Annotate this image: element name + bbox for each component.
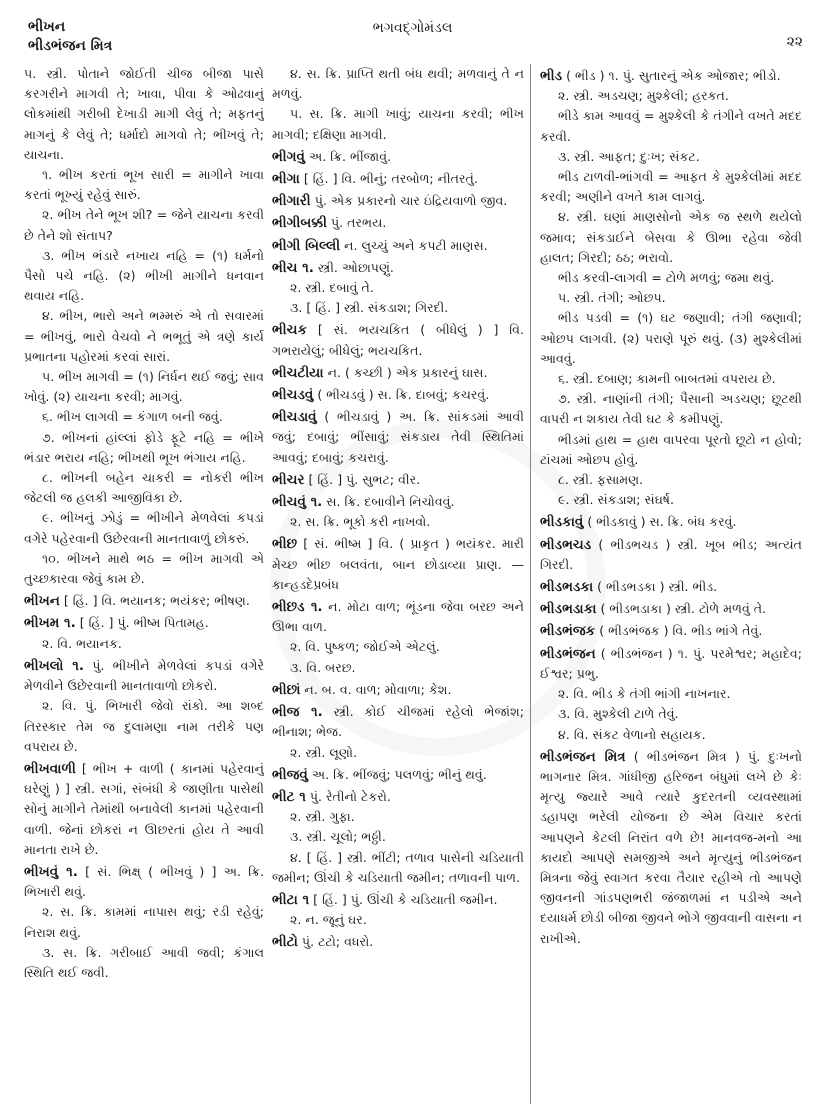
entry-sense [540, 167, 802, 207]
entry-sense [540, 389, 802, 429]
definition-text: ૧. ભીખ કરતાં ભૂખ સારી = માગીને ખાવા કરતાં ભૂખ્યું રહેવું સારું. [24, 167, 264, 203]
headword: ભીખલો ૧. [24, 657, 84, 674]
column-1 [24, 64, 264, 1109]
definition-text: ૩. ભીખ ભંડારે નખાય નહિ = (૧) ધર્મનો પૈસો પચે નહિ. (૨) ભીખી માગીને ધનવાન થવાય નહિ. [24, 247, 264, 304]
dictionary-entry [272, 890, 524, 910]
dictionary-entry [540, 535, 802, 575]
entry-sense [24, 943, 264, 983]
column-3 [540, 64, 802, 1109]
headword: ભીગા [272, 171, 300, 188]
definition-text: ( ભીચડાવું ) અ. ક્રિ. સાંકડમાં આવી જવું; દબાવું; ભીંસાવું; સંકડાય તેવી સ્થિતિમાં આવવું; દબાવું; કચરાવું. [272, 409, 524, 465]
definition-text: ૬. ભીખ લાગવી = કંગાળ બની જવું. [42, 409, 223, 425]
definition-text: ૨. સ્ત્રી. અડચણ; મુશ્કેલી; હરકત. [558, 88, 729, 104]
entry-sense [540, 430, 802, 470]
headword: ભીછ [272, 536, 298, 553]
definition-text: પું. ટટો; વધરો. [301, 934, 374, 950]
headword: ભીછડ ૧. [272, 599, 323, 616]
entry-sense [540, 147, 802, 167]
dictionary-entry [540, 747, 802, 949]
definition-text: ન. બ. વ. વાળ; મોવાળા; કેશ. [304, 681, 452, 697]
entry-sense [272, 637, 524, 657]
definition-text: ૨. વિ. પું. ભિખારી જેવો રાંકો. આ શબ્દ તિરસ્કાર તેમ જ દુલામણા નામ તરીકે પણ વપરાય છે. [24, 698, 264, 754]
definition-text: ૨. સ્ત્રી. ગુફા. [290, 809, 355, 825]
headword: ભીડકાવું [540, 514, 584, 531]
headword: ભીખન [24, 593, 60, 610]
definition-text: પું. એક પ્રકારનો ચાર ઇંદ્રિયવાળો જીવ. [314, 193, 508, 209]
dictionary-entry [272, 470, 524, 490]
definition-text: ૪. વિ. સંકટ વેળાનો સહાયક. [558, 726, 706, 742]
dictionary-entry [272, 702, 524, 742]
definition-text: ( ભીડભડકા ) સ્ત્રી. ભીડ. [597, 579, 718, 595]
dictionary-entry [272, 932, 524, 952]
definition-text: ( ભીડ ) ૧. પું. સુતારનું એક ઓજાર; ભીડો. [566, 68, 781, 83]
definition-text: ૫. ભીખ માગવી = (૧) નિર્ધન થઈ જવું; સાવ ખોવું. (૨) યાચના કરવી; માગવું. [24, 369, 264, 405]
entry-sense [24, 205, 264, 245]
headword: ભીડભંજક [540, 623, 596, 640]
dictionary-entry [540, 512, 802, 532]
definition-text: ૬. સ્ત્રી. દબાણ; કામની બાબતમાં વપરાય છે. [558, 371, 776, 387]
definition-text: અ. ક્રિ. ભીંજવું; પલળવું; ભીનું થવું. [311, 766, 487, 782]
definition-text: ૨. ન. જૂનું ઘર. [290, 912, 367, 928]
entry-sense [24, 64, 264, 165]
definition-text: ૯. ભીખનું ઝોડું = ભીખીને મેળવેલાં કપડાં વગેરે પહેરવાની ઉછેરવાની માનતાવાળું છોકરું. [24, 510, 264, 546]
definition-text: ૨. વિ. ભીડ કે તંગી ભાંગી નાખનાર. [558, 686, 731, 702]
column-2 [272, 64, 524, 1109]
definition-text: ૨. સ. ક્રિ. કામમાં નાપાસ થવું; રડી રહેવું; નિરાશ થવું. [24, 904, 264, 940]
headword: ભીચક [272, 322, 307, 339]
headword: ભીગારી [272, 193, 311, 210]
headword: ભીડભંજન [540, 645, 596, 662]
definition-text: ( ભીડભંજન મિત્ર ) પું. દુઃખનો ભાગનાર મિત્ર. ગાંધીજી હરિજન બંધુમાં લખે છે કેઃ મૃત્યુ જ્યારે આવે ત્યારે કુદરતની વ્યવસ્થામાં ડહાપણ ભરેલી યોજના છે એમ વિચાર કરતાં આપણને કેટલી નિરાંત વળે છે! માનવજ-મનો આ કાયદો આપણે સમજીએ અને મૃત્યુનું ભીડભંજન મિત્રના જેવું સ્વાગત કરવા તૈયાર રહીએ તો આપણે જીવનની ગાંડપણભરી જંજાળમાં ન પડીએ અને દયાધર્મ છોડી બીજા જીવને ભોગે જીવવાની વાસના ન રાખીએ. [540, 748, 802, 946]
definition-text: ૧૦. ભીખને માથે ભઠ = ભીખ માગવી એ તુચ્છકારવા જેવું કામ છે. [24, 550, 264, 587]
headword: ભીડ [540, 68, 563, 84]
definition-text: ભીડે કામ આવવું = મુશ્કેલી કે તંગીને વખતે મદદ કરવી. [540, 108, 802, 144]
definition-text: ૩. વિ. બરછ. [290, 659, 356, 675]
dictionary-entry [272, 236, 524, 256]
definition-text: ૨. સ્ત્રી. લૂણો. [290, 744, 358, 760]
headword: ભીચર [272, 471, 305, 488]
definition-text: ૪. ભીખ, ભારો અને ભમ્મરું એ તો સવારમાં = ભીખવું, ભારો વેચવો ને ભભૂતું એ ત્રણે કાર્ય પ્રભાતના પહોરમાં કરવાં સારાં. [24, 308, 264, 364]
definition-text: ( ભીચડવું ) સ. ક્રિ. દાબવું; કચરવું. [317, 387, 490, 403]
dictionary-entry [540, 66, 802, 86]
entry-sense [24, 306, 264, 367]
definition-text: ન. લુચ્ચું અને કપટી માણસ. [344, 237, 488, 253]
dictionary-entry [272, 191, 524, 211]
dictionary-entry [24, 613, 264, 633]
entry-sense [272, 512, 524, 532]
definition-text: સ્ત્રી. કોઈ ચીજમાં રહેલો ભેજાંશ; ભીનાશ; ભેજ. [272, 704, 524, 740]
headword: ભીખમ ૧. [24, 615, 76, 632]
dictionary-entry [540, 644, 802, 684]
dictionary-entry [24, 656, 264, 696]
definition-text: ન. ( કચ્છી ) એક પ્રકારનું ઘાસ. [327, 364, 488, 380]
definition-text: ૮. ભીખની બહેન ચાકરી = નોકરી ભીખ જેટલી જ હલકી આજીવિકા છે. [24, 470, 264, 506]
headword: ભીખવાળી [24, 760, 76, 777]
headword: ભીટ ૧ [272, 788, 306, 805]
dictionary-entry [540, 621, 802, 641]
headword: ભીટા ૧ [272, 891, 310, 908]
definition-text: ૭. ભીખનાં હાંલ્લાં ફોડે ફૂટે નહિ = ભીખે ભંડાર ભરાય નહિ; ભીખથી ભૂખ ભંગાય નહિ. [24, 429, 264, 465]
entry-sense [540, 308, 802, 369]
entry-sense [24, 549, 264, 589]
dictionary-entry [272, 169, 524, 189]
definition-text: [ સં. ભિક્ષ્ ( ભીખવું ) ] અ. ક્રિ. ભિખારી થવું. [24, 863, 264, 900]
column-divider [530, 64, 531, 1104]
headword: ભીજ ૧. [272, 704, 323, 721]
entry-sense [24, 508, 264, 548]
entry-sense [540, 470, 802, 490]
definition-text: [ હિં. ] પું. ભીષ્મ પિતામહ. [79, 615, 209, 631]
headword: ભીટો [272, 934, 298, 951]
definition-text: ભીડ ટાળવી-ભાંગવી = આફત કે મુશ્કેલીમાં મદદ કરવી; અણીને વખતે કામ લાગવું. [540, 169, 802, 205]
dictionary-entry [24, 591, 264, 611]
entry-sense [540, 684, 802, 704]
entry-sense [540, 704, 802, 724]
dictionary-entry [540, 599, 802, 619]
dictionary-entry [272, 492, 524, 512]
definition-text: સ્ત્રી. ઓછાપણું. [317, 259, 394, 275]
dictionary-entry [272, 680, 524, 700]
headword: ભીચ ૧. [272, 259, 314, 276]
definition-text: ભીડ કરવી-લાગવી = ટોળે મળવું; જમા થવું. [558, 270, 775, 286]
definition-text: ભીડ પડવી = (૧) ઘટ જણાવી; તંગી જણાવી; ઓછપ લાગવી. (૨) પરાણે પૂરું થવું. (૩) મુશ્કેલીમાં આવવું. [540, 310, 802, 366]
headword: ભીડભચડ [540, 536, 592, 553]
definition-text: ૭. સ્ત્રી. નાણાંની તંગી; પૈસાની અડચણ; છૂટથી વાપરી ન શકાય તેવી ઘટ કે કમીપણું. [540, 391, 802, 427]
definition-text: ૨. ભીખ તેને ભૂખ શી? = જેને યાચના કરવી છે તેને શો સંતાપ? [24, 207, 264, 243]
entry-sense [24, 696, 264, 757]
headword: ભીગીબક્કી [272, 215, 327, 232]
entry-sense [24, 246, 264, 307]
headword: ભીખવું ૧. [24, 863, 78, 880]
entry-sense [24, 902, 264, 942]
dictionary-entry [272, 320, 524, 360]
entry-sense [272, 298, 524, 318]
entry-sense [24, 468, 264, 508]
definition-text: [ હિં. ] વિ. ભીનું; તરબોળ; નીતરતું. [303, 171, 478, 187]
dictionary-entry [24, 759, 264, 860]
entry-sense [272, 910, 524, 930]
entry-sense [540, 369, 802, 389]
entry-sense [24, 407, 264, 427]
definition-text: ૪. સ્ત્રી. ઘણાં માણસોનો એક જ સ્થળે થયેલો જમાવ; સંકડાઈને બેસવા કે ઊભા રહેવા જેવી હાલત; ગિરદી; ઠઠ; ભરાવો. [540, 209, 802, 265]
entry-sense [540, 288, 802, 308]
dictionary-entry [272, 258, 524, 278]
definition-text: પું. ભીખીને મેળવેલાં કપડાં વગેરે મેળવીને ઉછેરવાની માનતાવાળો છોકરો. [24, 657, 264, 694]
entry-sense [540, 86, 802, 106]
headword: ભીચટીયા [272, 364, 324, 381]
dictionary-entry [272, 597, 524, 637]
dictionary-entry [24, 862, 264, 902]
entry-sense [272, 104, 524, 144]
definition-text: [ હિં. ] વિ. ભયાનક; ભયંકર; ભીષણ. [63, 593, 250, 609]
headword: ભીચડાવું [272, 409, 317, 426]
definition-text: અ. ક્રિ. ભીંજાવું. [308, 148, 392, 164]
entry-sense [272, 658, 524, 678]
definition-text: ૨. વિ. ભયાનક. [42, 635, 122, 651]
page-number: ૨૨ [786, 34, 803, 50]
definition-text: ૩. [ હિં. ] સ્ત્રી. સંકડાશ; ગિરદી. [290, 300, 449, 316]
definition-text: ( ભીડભચડ ) સ્ત્રી. ખૂબ ભીડ; અત્યંત ગિરદી. [540, 536, 802, 572]
definition-text: ( ભીડકાવું ) સ. ક્રિ. બંધ કરવું. [587, 514, 737, 530]
definition-text: ૪. [ હિં. ] સ્ત્રી. ભીંટી; તળાવ પાસેની ચડિયાતી જમીન; ઊંચી કે ચડિયાતી જમીન; તળાવની પાળ. [272, 849, 524, 885]
entry-sense [272, 64, 524, 104]
headword: ભીગવું [272, 148, 305, 165]
dictionary-entry [272, 385, 524, 405]
guide-word-last: ભીડભંજન મિત્ર [28, 38, 113, 54]
entry-sense [24, 634, 264, 654]
headword: ભીચવું ૧. [272, 494, 323, 511]
dictionary-entry [272, 534, 524, 595]
definition-text: પું. તરભય. [331, 215, 387, 231]
entry-sense [272, 807, 524, 827]
definition-text: ૨. સ. ક્રિ. ભૂકો કરી નાખવો. [290, 514, 431, 530]
definition-text: ૫. સ્ત્રી. પોતાને જોઈતી ચીજ બીજા પાસે કરગરીને માગવી તે; ખાવા, પીવા કે ઓઢવાનું લોકમાંથી ગરીબી દેખાડી માગી લેવું તે; મફતનું માગનું કે લેવું તે; ધર્માદો માગવો તે; ભીખવું તે; યાચના. [24, 66, 264, 162]
dictionary-entry [272, 363, 524, 383]
definition-text: [ ભીખ + વાળી ( કાનમાં પહેરવાનું ઘરેણું ) ] સ્ત્રી. સગાં, સંબંધી કે જાણીતા પાસેથી સોનું માગીને તેમાંથી બનાવેલી કાનમાં પહેરવાની વાળી. જેનાં છોકરાં ન ઊછરતાં હોય તે આવી માનતા રાખે છે. [24, 760, 264, 857]
definition-text: ભીડમાં હાથ = હાથ વાપરવા પૂરતો છૂટો ન હોવો; ટાંચમાં ઓછપ હોવું. [540, 431, 802, 467]
entry-sense [272, 278, 524, 298]
definition-text: ૩. સ્ત્રી. ચૂલો; ભઠ્ઠી. [290, 829, 386, 845]
headword: ભીડભંજન મિત્ર [540, 748, 626, 765]
definition-text: ( ભીડભડાકા ) સ્ત્રી. ટોળે મળવું તે. [600, 601, 767, 617]
guide-word-first: ભીખન [28, 19, 66, 35]
entry-sense [272, 848, 524, 888]
dictionary-entry [272, 787, 524, 807]
headword: ભીછાં [272, 681, 301, 698]
definition-text: ન. મોટા વાળ; ભૂંડના જેવા બરછ અને ઊભા વાળ. [272, 599, 524, 635]
headword: ભીડભડકા [540, 579, 594, 596]
definition-text: ( ભીડભંજન ) ૧. પું. પરમેશ્વર; મહાદેવ; ઈશ્વર; પ્રભુ. [540, 645, 802, 681]
headword: ભીજવું [272, 766, 308, 783]
headword: ભીગી બિલ્લી [272, 237, 341, 254]
definition-text: [ હિં. ] પું. સુભટ; વીર. [308, 471, 421, 487]
entry-sense [24, 367, 264, 407]
definition-text: ૪. સ. ક્રિ. પ્રાપ્તિ થતી બંધ થવી; મળવાનું તે ન મળવું. [272, 66, 524, 102]
dictionary-entry [272, 213, 524, 233]
dictionary-entry [272, 407, 524, 468]
entry-sense [272, 827, 524, 847]
dictionary-entry [272, 147, 524, 167]
entry-sense [540, 725, 802, 745]
definition-text: ( ભીડભંજક ) વિ. ભીડ ભાંગે તેવું. [599, 623, 763, 639]
definition-text: ૫. સ. ક્રિ. માગી ખાવું; યાચના કરવી; ભીખ માગવી; દક્ષિણા માગવી. [272, 106, 524, 142]
definition-text: પું. રેતીનો ટેકરો. [309, 788, 391, 804]
entry-sense [540, 106, 802, 146]
definition-text: [ સં. ભયચકિત ( બીધેલું ) ] વિ. ગભરાયેલું; બીધેલું; ભયચકિત. [272, 322, 524, 358]
dictionary-entry [540, 577, 802, 597]
definition-text: ૮. સ્ત્રી. ફસામણ. [558, 472, 644, 488]
definition-text: ૫. સ્ત્રી. તંગી; ઓછપ. [558, 290, 666, 306]
definition-text: ૩. સ. ક્રિ. ગરીબાઈ આવી જવી; કંગાલ સ્થિતિ થઈ જવી. [24, 944, 264, 980]
dictionary-entry [272, 765, 524, 785]
headword: ભીચડવું [272, 387, 314, 404]
entry-sense [540, 490, 802, 510]
entry-sense [540, 268, 802, 288]
definition-text: [ હિં. ] પું. ઊંચી કે ચડિયાતી જમીન. [313, 891, 498, 907]
definition-text: ૩. સ્ત્રી. આફત; દુઃખ; સંકટ. [558, 148, 700, 164]
entry-sense [24, 428, 264, 468]
entry-sense [272, 743, 524, 763]
definition-text: [ સં. ભીષ્મ ] વિ. ( પ્રાકૃત ) ભયંકર. મારી મેચ્છ ભીછ બલવંતા, બાન છોડાવ્યા પ્રાણ. — કાન્હડદેપ્રબંધ [272, 536, 524, 592]
entry-sense [540, 207, 802, 268]
definition-text: ૨. સ્ત્રી. દબાવું તે. [290, 280, 374, 296]
entry-sense [24, 165, 264, 205]
definition-text: સ. ક્રિ. દબાવીને નિચોવવું. [326, 494, 455, 510]
definition-text: ૩. વિ. મુશ્કેલી ટાળે તેવું. [558, 706, 679, 722]
definition-text: ૯. સ્ત્રી. સંકડાશ; સંઘર્ષ. [558, 492, 674, 508]
page-title: ભગવદ્ગોમંડલ [372, 20, 453, 36]
definition-text: ૨. વિ. પુષ્કળ; જોઈએ એટલું. [290, 639, 440, 655]
headword: ભીડભડાકા [540, 601, 597, 618]
